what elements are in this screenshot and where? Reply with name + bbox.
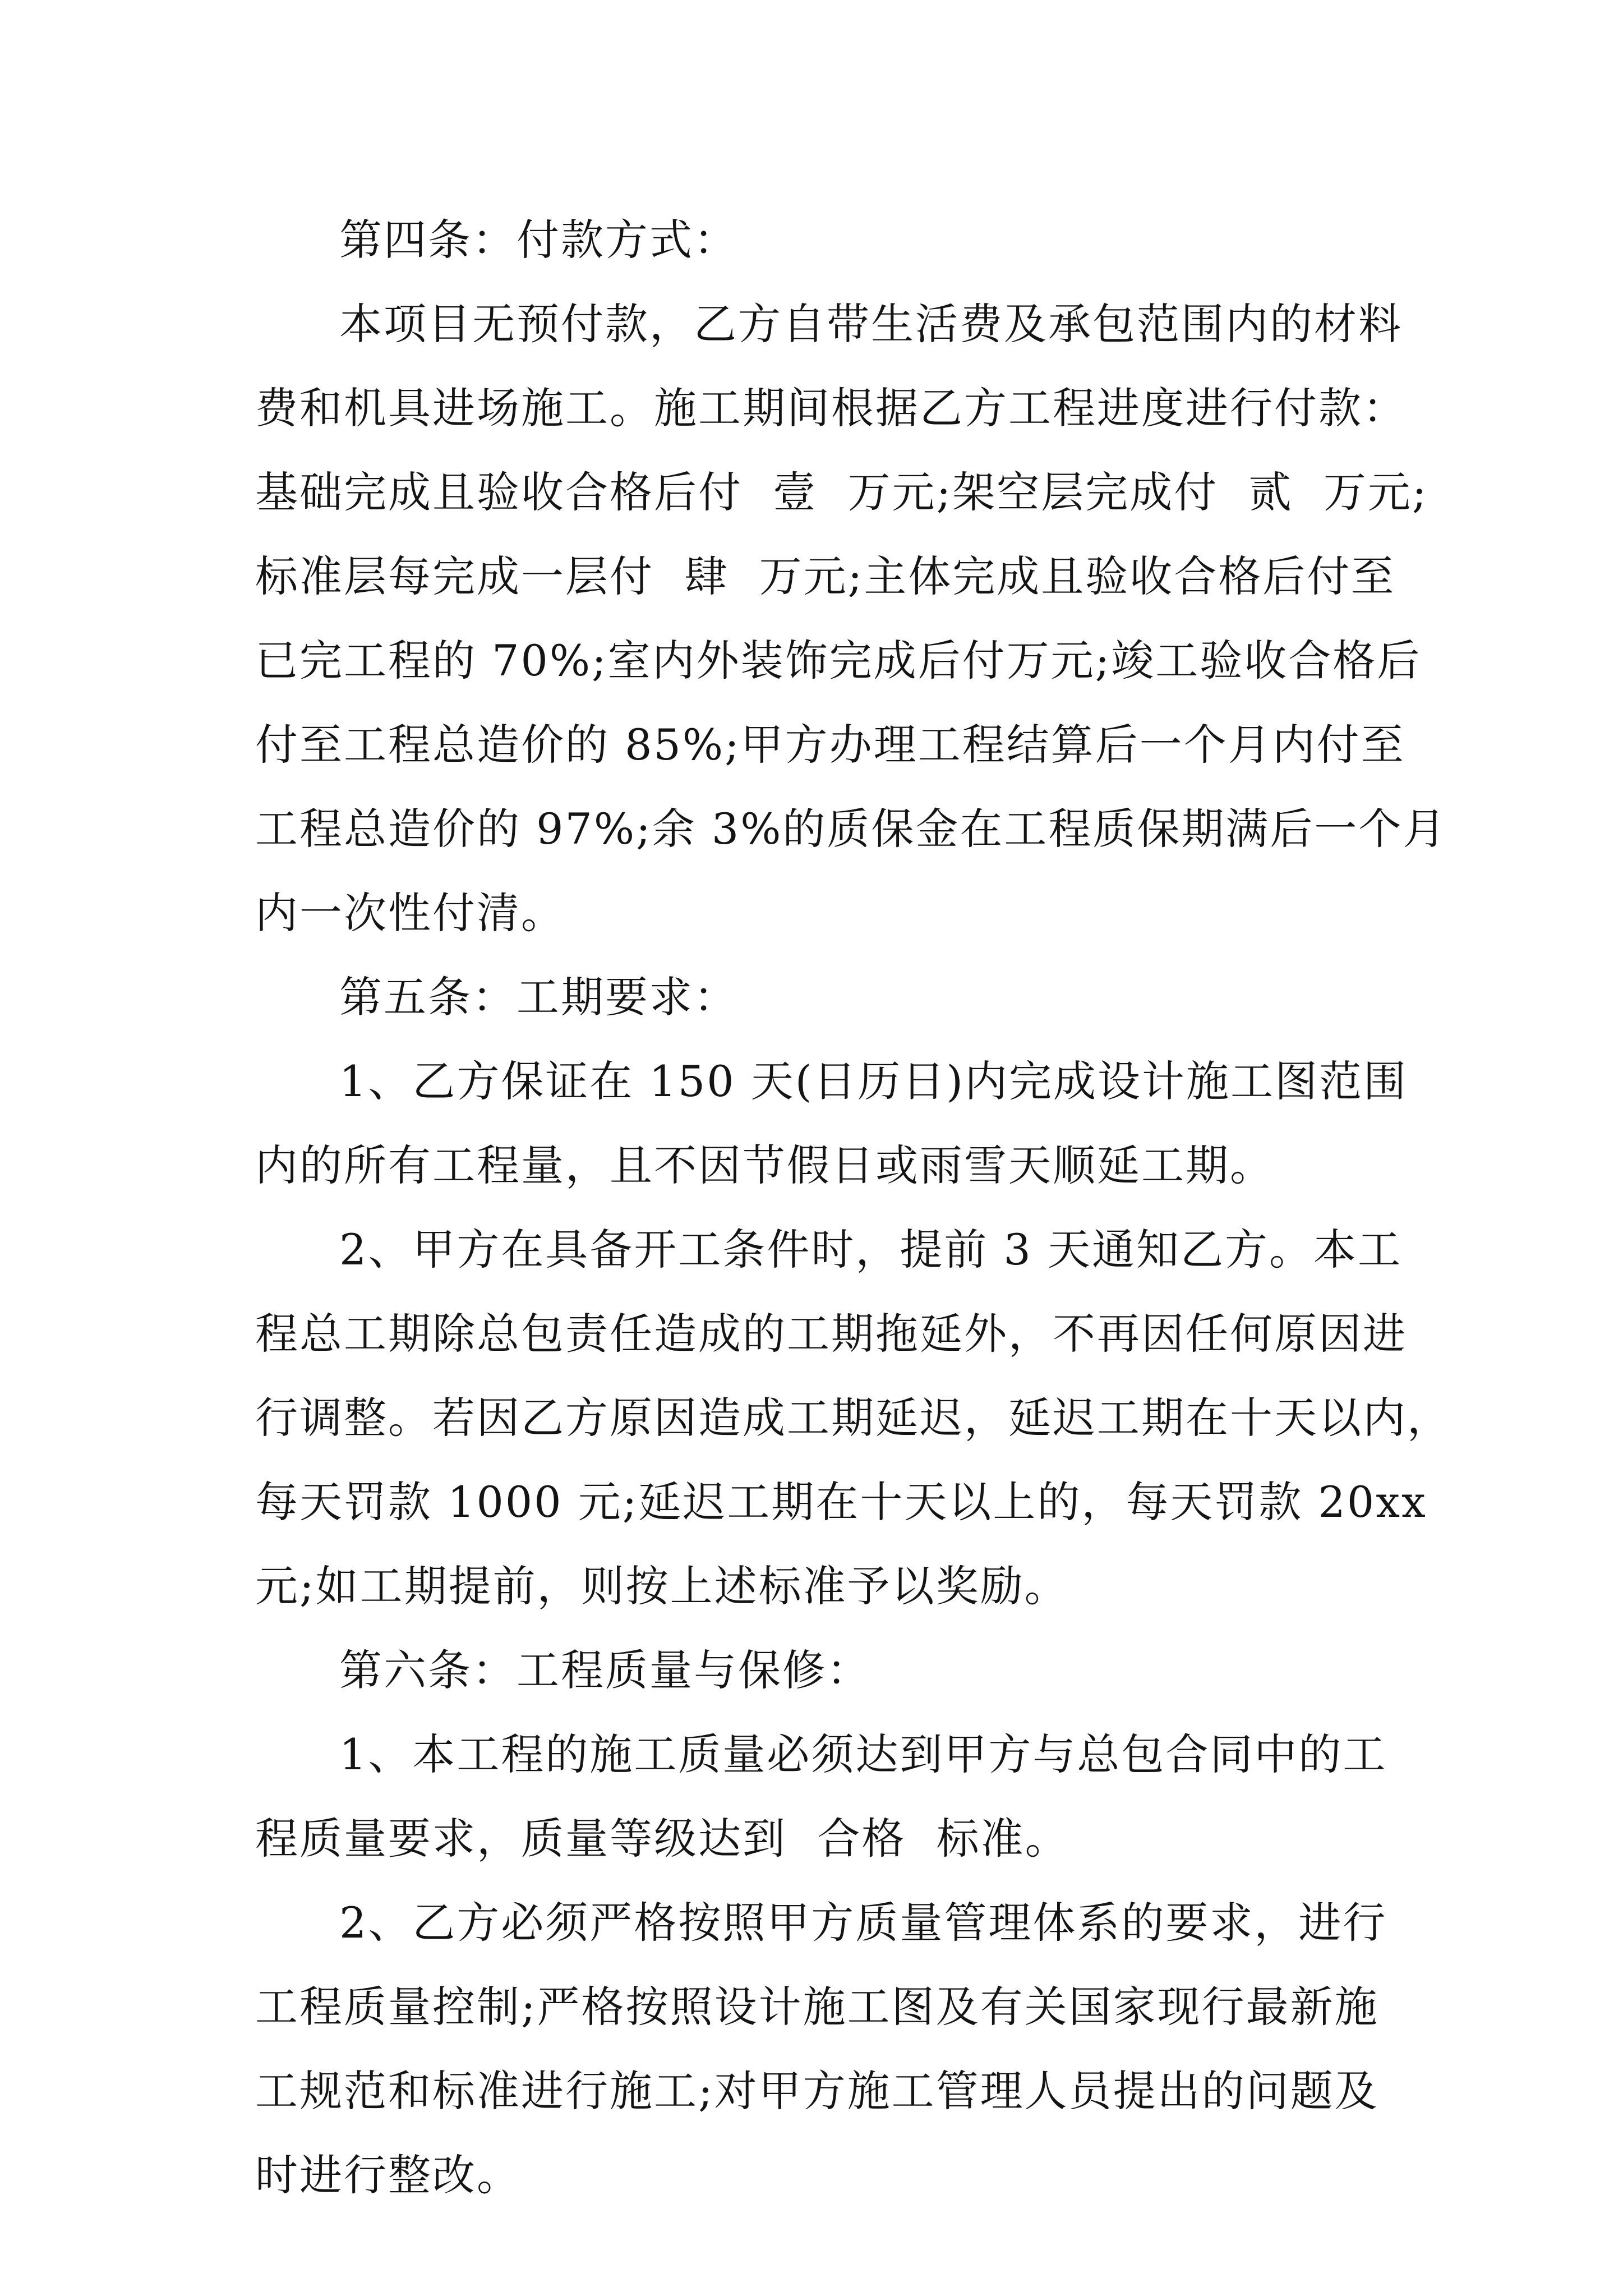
paragraph-line: 内的所有工程量，且不因节假日或雨雪天顺延工期。 bbox=[255, 1140, 1274, 1190]
paragraph-line: 本项目无预付款，乙方自带生活费及承包范围内的材料 bbox=[339, 299, 1403, 349]
paragraph-line: 1、本工程的施工质量必须达到甲方与总包合同中的工 bbox=[339, 1729, 1387, 1779]
paragraph-line: 2、甲方在具备开工条件时，提前 3 天通知乙方。本工 bbox=[339, 1225, 1403, 1274]
paragraph-line: 基础完成且验收合格后付 壹 万元;架空层完成付 贰 万元; bbox=[255, 467, 1428, 517]
paragraph-line: 内一次性付清。 bbox=[255, 888, 565, 938]
paragraph-line: 2、乙方必须严格按照甲方质量管理体系的要求，进行 bbox=[339, 1898, 1387, 1948]
paragraph-line: 工规范和标准进行施工;对甲方施工管理人员提出的问题及 bbox=[255, 2066, 1379, 2116]
paragraph-line: 程质量要求，质量等级达到 合格 标准。 bbox=[255, 1814, 1069, 1864]
article-5-heading: 第五条：工期要求： bbox=[339, 972, 738, 1022]
paragraph-line: 费和机具进场施工。施工期间根据乙方工程进度进行付款： bbox=[255, 383, 1407, 433]
paragraph-line: 元;如工期提前，则按上述标准予以奖励。 bbox=[255, 1561, 1069, 1611]
paragraph-line: 工程总造价的 97%;余 3%的质保金在工程质保期满后一个月 bbox=[255, 804, 1447, 854]
paragraph-line: 工程质量控制;严格按照设计施工图及有关国家现行最新施 bbox=[255, 1982, 1379, 2032]
paragraph-line: 已完工程的 70%;室内外装饰完成后付万元;竣工验收合格后 bbox=[255, 636, 1422, 685]
article-6-heading: 第六条：工程质量与保修： bbox=[339, 1645, 871, 1695]
article-4-heading: 第四条：付款方式： bbox=[339, 215, 738, 265]
paragraph-line: 每天罚款 1000 元;延迟工期在十天以上的，每天罚款 20xx bbox=[255, 1477, 1427, 1527]
paragraph-line: 行调整。若因乙方原因造成工期延迟，延迟工期在十天以内， bbox=[255, 1393, 1451, 1443]
paragraph-line: 付至工程总造价的 85%;甲方办理工程结算后一个月内付至 bbox=[255, 720, 1405, 770]
paragraph-line: 标准层每完成一层付 肆 万元;主体完成且验收合格后付至 bbox=[255, 551, 1396, 601]
paragraph-line: 时进行整改。 bbox=[255, 2150, 521, 2200]
paragraph-line: 1、乙方保证在 150 天(日历日)内完成设计施工图范围 bbox=[339, 1056, 1408, 1106]
paragraph-line: 程总工期除总包责任造成的工期拖延外，不再因任何原因进 bbox=[255, 1309, 1407, 1359]
